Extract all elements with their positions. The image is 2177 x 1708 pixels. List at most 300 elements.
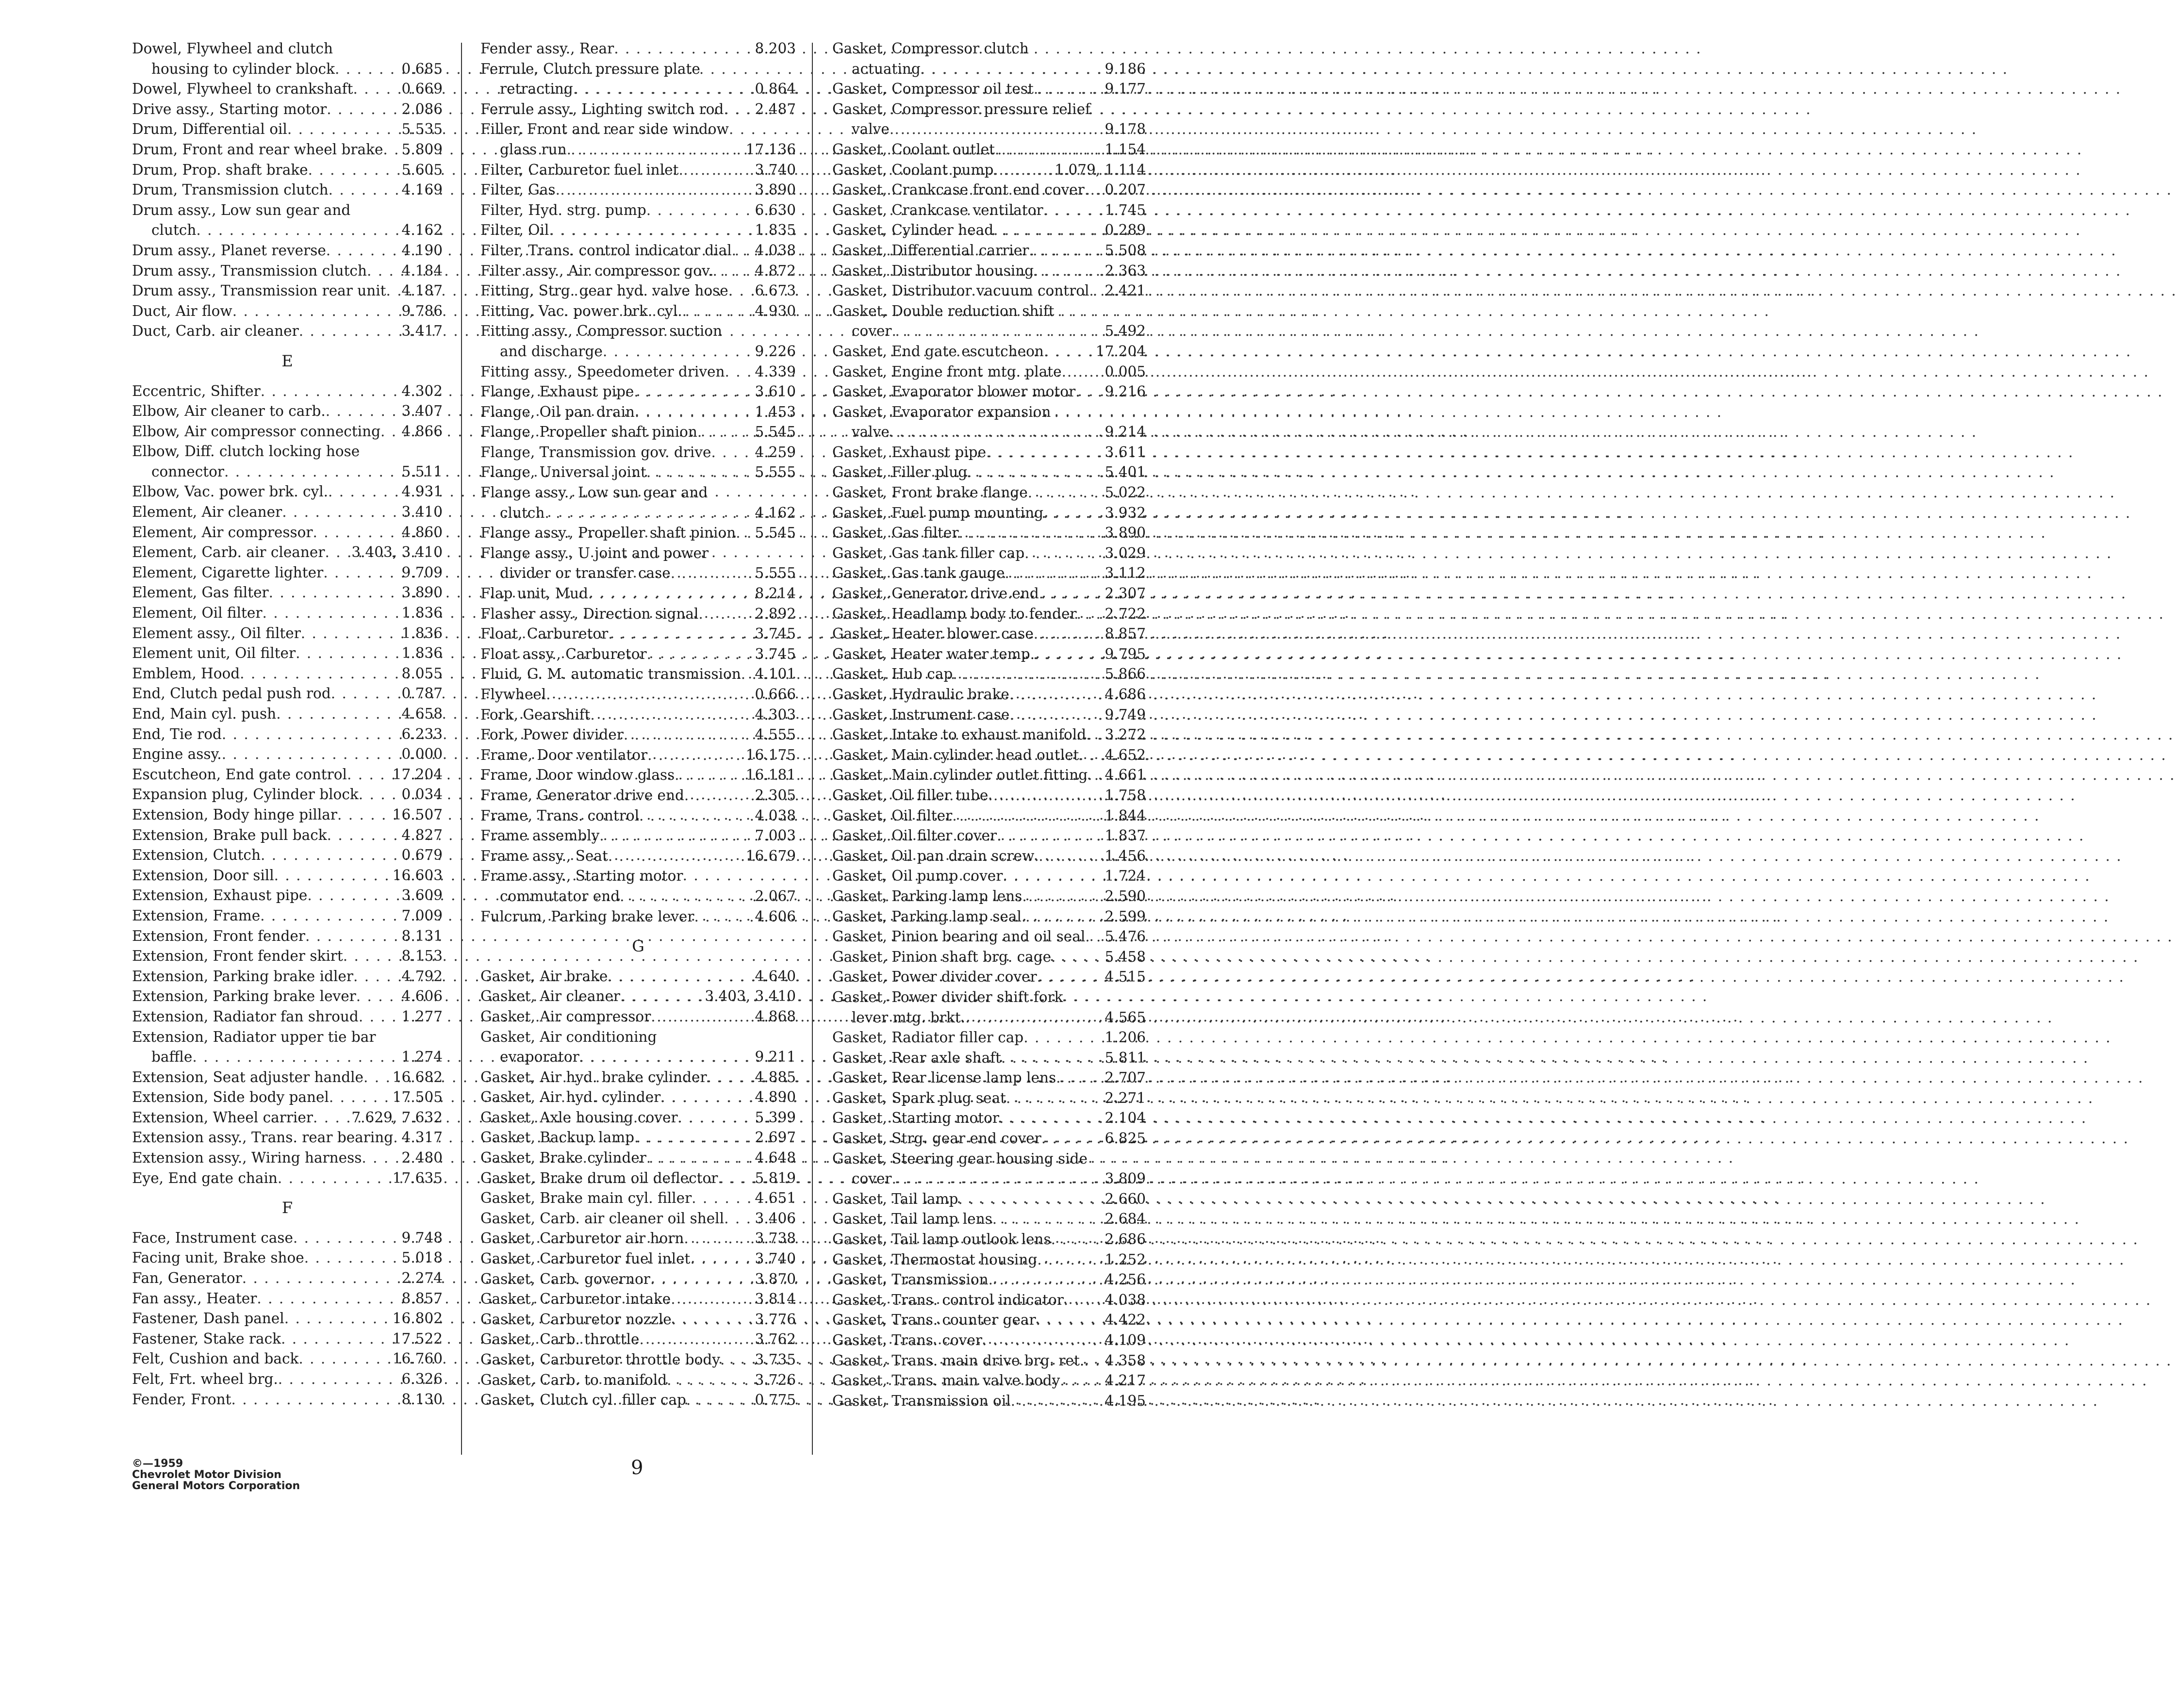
leader-dots	[892, 1169, 1103, 1189]
index-column-1	[132, 39, 443, 1410]
entry-number: 4.038	[755, 242, 796, 259]
leader-dots	[982, 1330, 1103, 1351]
entry-name: Gasket, Rear license lamp lens	[832, 1069, 1056, 1086]
entry-number: 0.787	[401, 685, 443, 702]
entry-number: 2.067	[755, 887, 796, 904]
index-entry	[480, 563, 796, 584]
leader-dots	[1001, 1048, 1103, 1068]
entry-name: Gasket, Carburetor fuel inlet	[480, 1250, 691, 1267]
entry-number: 1.277	[401, 1008, 443, 1025]
entry-name: Elbow, Air compressor connecting	[132, 423, 380, 440]
leader-dots	[1011, 1391, 1103, 1412]
index-entry	[480, 624, 796, 644]
index-entry	[480, 140, 796, 160]
leader-dots	[732, 241, 753, 261]
leader-dots	[667, 1370, 753, 1391]
entry-number: 5.545	[755, 525, 796, 542]
index-entry	[132, 241, 443, 261]
index-entry	[132, 1228, 443, 1248]
entry-number: 0.666	[755, 686, 796, 703]
index-entry	[832, 1028, 1146, 1048]
entry-name: Fitting, Vac. power brk. cyl.	[480, 302, 682, 319]
leader-dots	[1009, 705, 1103, 725]
leader-dots	[892, 321, 1103, 342]
index-entry	[832, 563, 1146, 584]
entry-number: 5.809	[401, 141, 443, 158]
index-entry	[832, 1048, 1146, 1068]
entry-number: 3.890	[755, 181, 796, 198]
entry-number: 4.169	[401, 181, 443, 198]
index-entry	[832, 241, 1146, 261]
entry-name: housing to cylinder block	[151, 60, 335, 77]
entry-name: Filter, Oil	[480, 222, 549, 239]
entry-name: Filter, Carburetor fuel inlet	[480, 161, 679, 178]
entry-number: 4.190	[401, 242, 443, 259]
index-entry	[832, 422, 1146, 443]
leader-dots	[1062, 362, 1103, 382]
index-entry	[132, 986, 443, 1007]
index-entry	[480, 745, 796, 766]
leader-dots	[890, 119, 1103, 140]
entry-name: Extension, Door sill	[132, 867, 274, 884]
leader-dots	[1039, 584, 1103, 604]
index-entry	[132, 805, 443, 825]
leader-dots	[953, 664, 1103, 685]
entry-number: 16.760	[392, 1350, 443, 1367]
index-entry	[132, 160, 443, 181]
entry-name: Extension, Body hinge pillar	[132, 806, 337, 823]
entry-number: 4.109	[1105, 1332, 1146, 1348]
entry-number: 2.307	[1105, 585, 1146, 602]
entry-name: Float assy., Carburetor	[480, 645, 647, 662]
index-entry	[480, 402, 796, 423]
entry-name: Flange assy., Low sun gear and	[480, 484, 708, 501]
leader-dots	[686, 1390, 753, 1411]
entry-name: Drum, Differential oil	[132, 121, 287, 138]
leader-dots	[993, 160, 1053, 181]
index-entry	[480, 523, 796, 543]
index-entry	[480, 1087, 796, 1108]
entry-name: Felt, Frt. wheel brg.	[132, 1371, 278, 1387]
entry-number: 0.207	[1105, 181, 1146, 198]
leader-dots	[651, 1007, 753, 1027]
leader-dots	[1028, 483, 1103, 503]
entry-number: 8.857	[401, 1290, 443, 1307]
leader-dots	[952, 806, 1103, 826]
entry-number: 3.407	[401, 403, 443, 420]
entry-name: Gasket, Trans. main valve body	[832, 1372, 1060, 1389]
index-entry	[832, 180, 1146, 200]
index-entry	[132, 462, 443, 482]
entry-name: Fastener, Stake rack	[132, 1330, 281, 1347]
leader-dots	[647, 644, 753, 665]
entry-name: Extension, Parking brake lever	[132, 988, 356, 1005]
index-entry	[480, 483, 796, 503]
entry-name: Gasket, Compressor clutch	[832, 40, 1029, 57]
entry-number: 6.673	[755, 282, 796, 299]
entry-name: Gasket, Compressor oil test	[832, 81, 1034, 98]
entry-name: Eccentric, Shifter	[132, 382, 261, 399]
leader-dots	[1060, 1371, 1103, 1391]
leader-dots	[988, 786, 1103, 806]
index-entry	[132, 99, 443, 120]
index-entry	[132, 684, 443, 704]
index-entry	[132, 1309, 443, 1329]
entry-number: 4.885	[755, 1068, 796, 1085]
entry-name: Ferrule, Clutch pressure plate	[480, 60, 700, 77]
entry-number: 5.511	[401, 463, 443, 480]
entry-number: 4.606	[401, 988, 443, 1005]
index-entry	[832, 725, 1146, 745]
index-entry	[832, 846, 1146, 867]
section-heading: G	[632, 937, 644, 956]
leader-dots	[386, 281, 400, 301]
entry-name: Fender, Front	[132, 1391, 231, 1408]
entry-number: 8.130	[401, 1391, 443, 1408]
index-entry	[132, 1329, 443, 1349]
leader-dots	[261, 381, 400, 402]
index-entry	[132, 946, 443, 967]
index-entry	[480, 382, 796, 402]
entry-number: 17.505	[392, 1089, 443, 1106]
entry-name: Drum, Front and rear wheel brake	[132, 141, 383, 158]
index-entry	[132, 1007, 443, 1027]
entry-number: 3.112	[1105, 565, 1146, 582]
entry-name: Gasket, Gas tank filler cap	[832, 544, 1025, 561]
entry-number: 5.605	[401, 161, 443, 178]
entry-name: Extension, Parking brake idler	[132, 968, 353, 985]
index-entry	[832, 624, 1146, 644]
entry-name: Drum assy., Transmission rear unit	[132, 282, 386, 299]
index-entry	[480, 1188, 796, 1209]
leader-dots	[363, 1068, 391, 1088]
entry-number: 4.358	[1105, 1352, 1146, 1369]
index-entry	[832, 1391, 1146, 1412]
leader-dots	[890, 422, 1103, 443]
entry-name: valve	[852, 424, 890, 441]
index-entry	[480, 1249, 796, 1269]
entry-number: 3.738	[755, 1230, 796, 1247]
leader-dots	[1089, 281, 1103, 301]
index-entry	[480, 503, 796, 524]
leader-dots	[728, 281, 753, 301]
leader-dots	[356, 986, 400, 1007]
index-entry	[132, 967, 443, 987]
index-entry	[132, 926, 443, 947]
leader-dots	[1051, 1230, 1103, 1250]
entry-number: 2.684	[1105, 1211, 1146, 1228]
index-entry	[132, 1390, 443, 1410]
index-entry	[132, 301, 443, 322]
entry-number: 1.836	[401, 605, 443, 622]
leader-dots	[329, 180, 400, 200]
entry-number: 4.555	[755, 726, 796, 743]
entry-name: Extension, Clutch	[132, 847, 261, 864]
index-entry	[132, 704, 443, 724]
entry-number: 3.029	[1105, 544, 1146, 561]
index-entry	[132, 603, 443, 624]
leader-dots	[999, 1108, 1103, 1129]
entry-name: Duct, Air flow	[132, 302, 232, 319]
entry-name: Filter, Gas	[480, 181, 556, 198]
index-entry	[132, 59, 443, 80]
entry-number: 3.406	[755, 1210, 796, 1227]
entry-number: 4.256	[1105, 1271, 1146, 1288]
entry-number: 3.403, 3.410	[351, 544, 443, 561]
entry-name: Gasket, Axle housing cover	[480, 1109, 678, 1126]
entry-number: 5.018	[401, 1249, 443, 1266]
leader-dots	[1085, 927, 1103, 947]
index-entry	[480, 462, 796, 483]
entry-number: 2.590	[1105, 887, 1146, 904]
entry-name: Extension, Radiator fan shroud	[132, 1008, 359, 1025]
leader-dots	[1085, 180, 1103, 200]
leader-dots	[1075, 382, 1103, 402]
entry-number: 4.317	[401, 1129, 443, 1146]
leader-dots	[293, 1228, 400, 1248]
index-entry	[832, 99, 1146, 120]
entry-number: 0.775	[755, 1392, 796, 1409]
leader-dots	[298, 1349, 390, 1369]
entry-name: Extension, Side body panel	[132, 1089, 329, 1106]
leader-dots	[337, 805, 391, 825]
leader-dots	[313, 523, 400, 543]
index-entry	[132, 724, 443, 745]
index-entry	[832, 604, 1146, 624]
leader-dots	[650, 1269, 753, 1290]
entry-number: 0.000	[401, 746, 443, 763]
entry-number: 2.086	[401, 100, 443, 117]
entry-name: Frame assy., Seat	[480, 847, 608, 864]
entry-number: 5.819	[755, 1169, 796, 1186]
entry-number: 4.651	[755, 1190, 796, 1207]
index-entry	[480, 241, 796, 261]
leader-dots	[329, 1087, 391, 1108]
entry-name: Gasket, Starting motor	[832, 1110, 999, 1127]
entry-name: clutch	[151, 222, 197, 239]
index-entry	[832, 987, 1146, 1008]
entry-number: 3.272	[1105, 726, 1146, 743]
index-entry	[832, 523, 1146, 543]
entry-number: 6.233	[401, 725, 443, 742]
entry-name: Frame assembly	[480, 827, 600, 844]
leader-dots	[1035, 644, 1103, 665]
entry-number: 3.735	[755, 1351, 796, 1368]
leader-dots	[1006, 1088, 1103, 1109]
index-entry	[132, 765, 443, 785]
entry-number: 4.422	[1105, 1312, 1146, 1329]
index-entry	[132, 664, 443, 684]
entry-number: 9.226	[755, 343, 796, 360]
index-entry	[132, 845, 443, 866]
entry-name: Extension, Exhaust pipe	[132, 887, 308, 904]
index-entry	[480, 866, 796, 887]
leader-dots	[671, 1289, 753, 1310]
entry-name: valve	[852, 121, 890, 138]
entry-name: Float, Carburetor	[480, 625, 609, 642]
entry-number: 4.162	[401, 222, 443, 239]
entry-number: 2.487	[755, 100, 796, 117]
entry-number: 8.203	[755, 40, 796, 57]
entry-number: 4.302	[401, 382, 443, 399]
entry-name: Gasket, Tail lamp lens	[832, 1211, 992, 1228]
leader-dots	[620, 887, 753, 907]
entry-name: cover	[852, 1170, 892, 1187]
leader-dots	[1064, 1290, 1103, 1311]
index-entry	[480, 887, 796, 907]
entry-number: 4.931	[401, 483, 443, 500]
index-entry	[132, 1108, 443, 1128]
leader-dots	[684, 786, 753, 806]
entry-number: 6.326	[401, 1371, 443, 1387]
entry-name: evaporator	[500, 1049, 579, 1066]
leader-dots	[660, 1087, 753, 1108]
leader-dots	[1034, 79, 1103, 99]
leader-dots	[690, 1249, 753, 1269]
entry-number: 2.104	[1105, 1110, 1146, 1127]
entry-name: Gasket, Air conditioning	[480, 1028, 657, 1045]
leader-dots	[222, 724, 400, 745]
entry-name: lever mtg. brkt.	[852, 1009, 966, 1026]
leader-dots	[608, 846, 744, 867]
leader-dots	[278, 1168, 391, 1189]
entry-number: 8.857	[1105, 625, 1146, 642]
entry-number: 3.611	[1105, 443, 1146, 460]
index-entry	[832, 967, 1146, 987]
entry-name: Gasket, Carb. governor	[480, 1270, 650, 1287]
entry-number: 9.795	[1105, 645, 1146, 662]
entry-name: Gasket, Headlamp body to fender	[832, 605, 1077, 622]
entry-name: Drum, Transmission clutch	[132, 181, 329, 198]
entry-name: Gasket, Air hyd. cylinder	[480, 1089, 661, 1106]
entry-number: 1.206	[1105, 1029, 1146, 1046]
entry-name: Gasket, Gas filter	[832, 525, 959, 542]
entry-number: 16.175	[745, 746, 796, 763]
index-entry	[480, 1390, 796, 1411]
entry-name: Gasket, Main cylinder outlet fitting	[832, 767, 1088, 784]
entry-number: 1.453	[755, 403, 796, 420]
entry-number: 7.629, 7.632	[351, 1109, 443, 1126]
entry-number: 2.686	[1105, 1231, 1146, 1248]
leader-dots	[1079, 745, 1103, 766]
entry-number: 2.697	[755, 1129, 796, 1146]
index-entry	[480, 220, 796, 241]
entry-number: 4.866	[401, 423, 443, 440]
index-entry	[832, 1088, 1146, 1109]
index-entry	[480, 765, 796, 786]
entry-name: Frame, Door window glass	[480, 767, 675, 784]
index-entry	[832, 220, 1146, 241]
leader-dots	[1022, 887, 1103, 907]
leader-dots	[325, 542, 349, 563]
leader-dots	[326, 241, 400, 261]
entry-number: 9.786	[401, 302, 443, 319]
entry-number: 4.162	[755, 504, 796, 521]
entry-name: Elbow, Air cleaner to carb.	[132, 403, 326, 420]
entry-number: 3.932	[1105, 504, 1146, 521]
index-entry	[832, 887, 1146, 907]
entry-number: 9.177	[1105, 81, 1146, 98]
index-entry	[832, 927, 1146, 947]
entry-name: Gasket, Carburetor throttle body	[480, 1351, 720, 1368]
entry-name: Gasket, Crankcase ventilator	[832, 201, 1043, 218]
entry-name: commutator end	[500, 887, 620, 904]
index-entry	[132, 1128, 443, 1148]
leader-dots	[603, 342, 753, 362]
index-entry	[832, 1290, 1146, 1311]
entry-name: Expansion plug, Cylinder block	[132, 786, 359, 803]
leader-dots	[276, 704, 399, 724]
leader-dots	[958, 1189, 1103, 1210]
leader-dots	[646, 200, 753, 221]
leader-dots	[672, 1310, 753, 1330]
index-entry	[480, 422, 796, 443]
index-entry	[832, 664, 1146, 685]
leader-dots	[308, 160, 400, 181]
copyright-corporation: General Motors Corporation	[132, 1480, 300, 1492]
entry-name: Gasket, Rear axle shaft	[832, 1049, 1001, 1066]
entry-number: 1.836	[401, 645, 443, 662]
leader-dots	[725, 362, 753, 382]
section-heading: F	[281, 1199, 293, 1217]
entry-name: glass run	[500, 141, 567, 158]
index-entry	[480, 119, 796, 140]
index-entry	[132, 140, 443, 160]
entry-number: 1.252	[1105, 1251, 1146, 1268]
entry-number: 4.868	[755, 1008, 796, 1025]
entry-number: 1.456	[1105, 847, 1146, 864]
index-entry	[132, 1168, 443, 1189]
entry-name: Frame, Door ventilator	[480, 746, 648, 763]
index-entry	[832, 584, 1146, 604]
index-entry	[132, 1068, 443, 1088]
section-heading: E	[281, 351, 293, 370]
entry-number: 3.609	[401, 887, 443, 904]
entry-name: Ferrule assy., Lighting switch rod	[480, 100, 724, 117]
index-entry	[480, 1350, 796, 1370]
page-number: 9	[631, 1457, 643, 1479]
leader-dots	[299, 321, 400, 342]
entry-name: retracting	[500, 81, 573, 98]
leader-dots	[678, 1108, 753, 1128]
entry-number: 16.802	[392, 1310, 443, 1327]
entry-name: Flasher assy., Direction signal	[480, 605, 699, 622]
leader-dots	[697, 422, 753, 443]
entry-name: Gasket, Tail lamp outlook lens	[832, 1231, 1051, 1248]
entry-number: 8.214	[755, 585, 796, 602]
index-entry	[832, 1351, 1146, 1371]
leader-dots	[647, 745, 744, 766]
entry-name: Gasket, Pinion bearing and oil seal	[832, 928, 1086, 945]
entry-number: 1.079, 1.114	[1055, 161, 1146, 178]
leader-dots	[359, 785, 400, 805]
leader-dots	[1036, 1310, 1103, 1330]
leader-dots	[296, 643, 399, 664]
entry-number: 9.178	[1105, 121, 1146, 138]
entry-number: 9.211	[755, 1049, 796, 1066]
entry-name: Gasket, Air brake	[480, 968, 608, 985]
entry-number: 17.204	[392, 766, 443, 783]
index-entry	[480, 1310, 796, 1330]
entry-number: 4.661	[1105, 767, 1146, 784]
entry-number: 3.410	[401, 504, 443, 521]
index-entry	[480, 1047, 796, 1068]
leader-dots	[567, 140, 744, 160]
leader-dots	[1022, 907, 1103, 927]
entry-number: 4.101	[755, 666, 796, 683]
entry-number: 5.401	[1105, 464, 1146, 481]
entry-number: 5.555	[755, 464, 796, 481]
